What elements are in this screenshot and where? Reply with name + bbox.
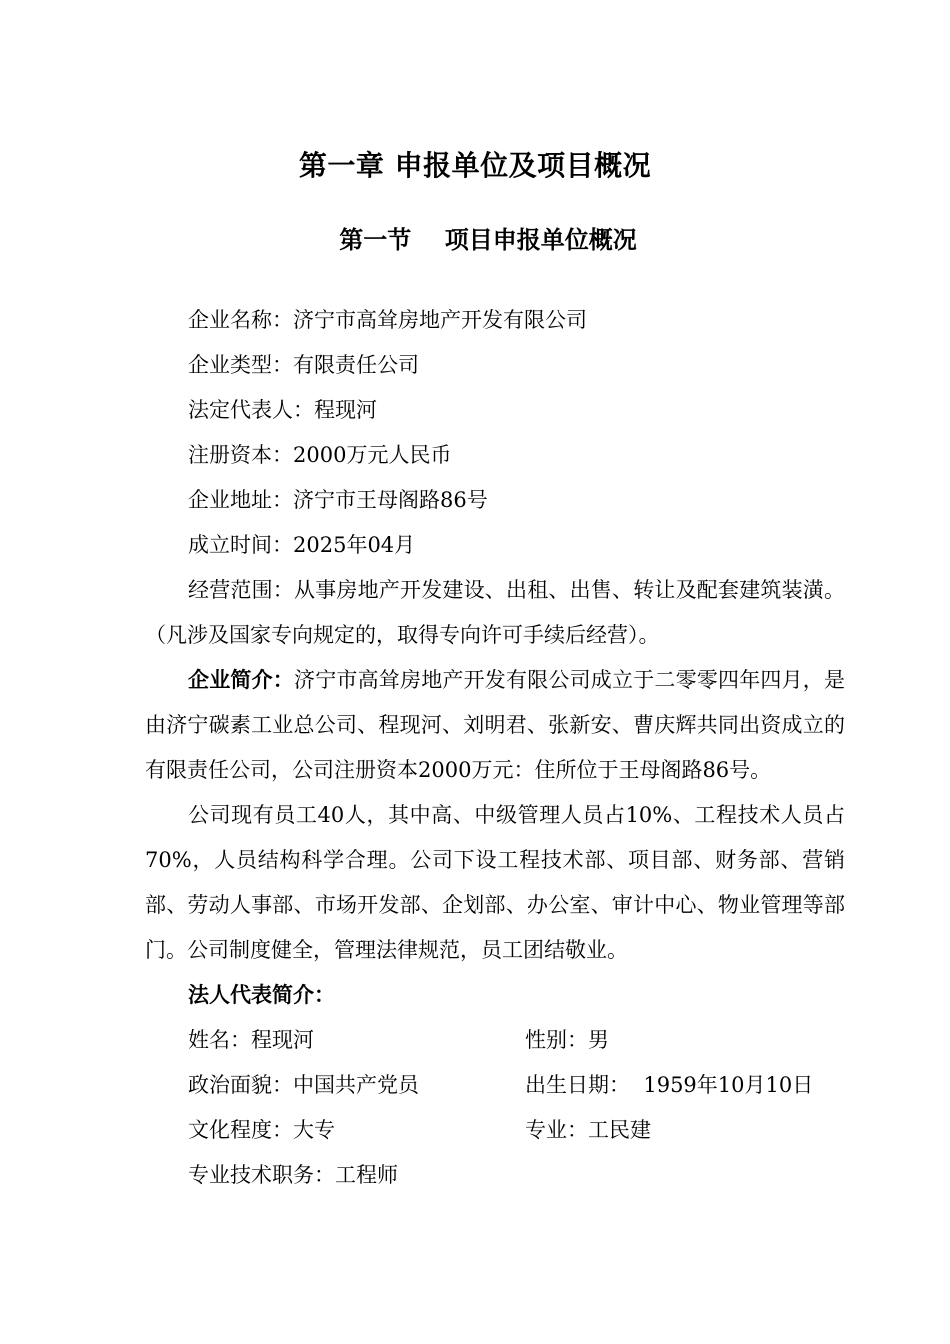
company-intro [145,658,845,793]
legal-rep-row-3 [145,1108,845,1153]
staff-paragraph: 公司现有员工40人，其中高、中级管理人员占10%、工程技术人员占70%，人员结构科学合理。公司下设工程技术部、项目部、财务部、营销部、劳动人事部、市场开发部、企划部、办公室、审计中心、物业管理等部门。公司制度健全，管理法律规范，员工团结敬业。 [145,803,845,962]
rep-gender: 性别：男 [525,1028,609,1052]
company-intro-text: 济宁市高耸房地产开发有限公司成立于二零零四年四月，是由济宁碳素工业总公司、程现河、刘明君、张新安、曹庆辉共同出资成立的有限责任公司，公司注册资本2000万元：住所位于王母阁路86号。 [145,668,845,782]
rep-education: 文化程度：大专 [188,1118,335,1142]
document-body [145,298,845,1198]
legal-rep-row-2 [145,1063,845,1108]
rep-birth: 出生日期： 1959年10月10日 [525,1073,814,1097]
rep-political: 政治面貌：中国共产党员 [188,1073,419,1097]
founded-date: 成立时间：2025年04月 [188,533,416,557]
legal-rep-row-4 [145,1153,845,1198]
business-scope: 经营范围：从事房地产开发建设、出租、出售、转让及配套建筑装潢。（凡涉及国家专向规定的，取得专向许可手续后经营）。 [145,578,845,647]
legal-rep-heading: 法人代表简介： [188,983,335,1007]
company-type: 企业类型：有限责任公司 [188,353,419,377]
rep-title: 专业技术职务：工程师 [188,1163,398,1187]
rep-name: 姓名：程现河 [188,1028,314,1052]
chapter-title: 第一章 申报单位及项目概况 [298,149,652,182]
registered-capital: 注册资本：2000万元人民币 [188,443,452,467]
company-intro-label: 企业简介： [188,668,294,692]
section-title: 第一节 项目申报单位概况 [339,226,637,254]
company-address: 企业地址：济宁市王母阁路86号 [188,488,488,512]
company-name: 企业名称：济宁市高耸房地产开发有限公司 [188,308,587,332]
rep-major: 专业：工民建 [525,1118,651,1142]
legal-representative: 法定代表人：程现河 [188,398,377,422]
legal-rep-row-1 [145,1018,845,1063]
